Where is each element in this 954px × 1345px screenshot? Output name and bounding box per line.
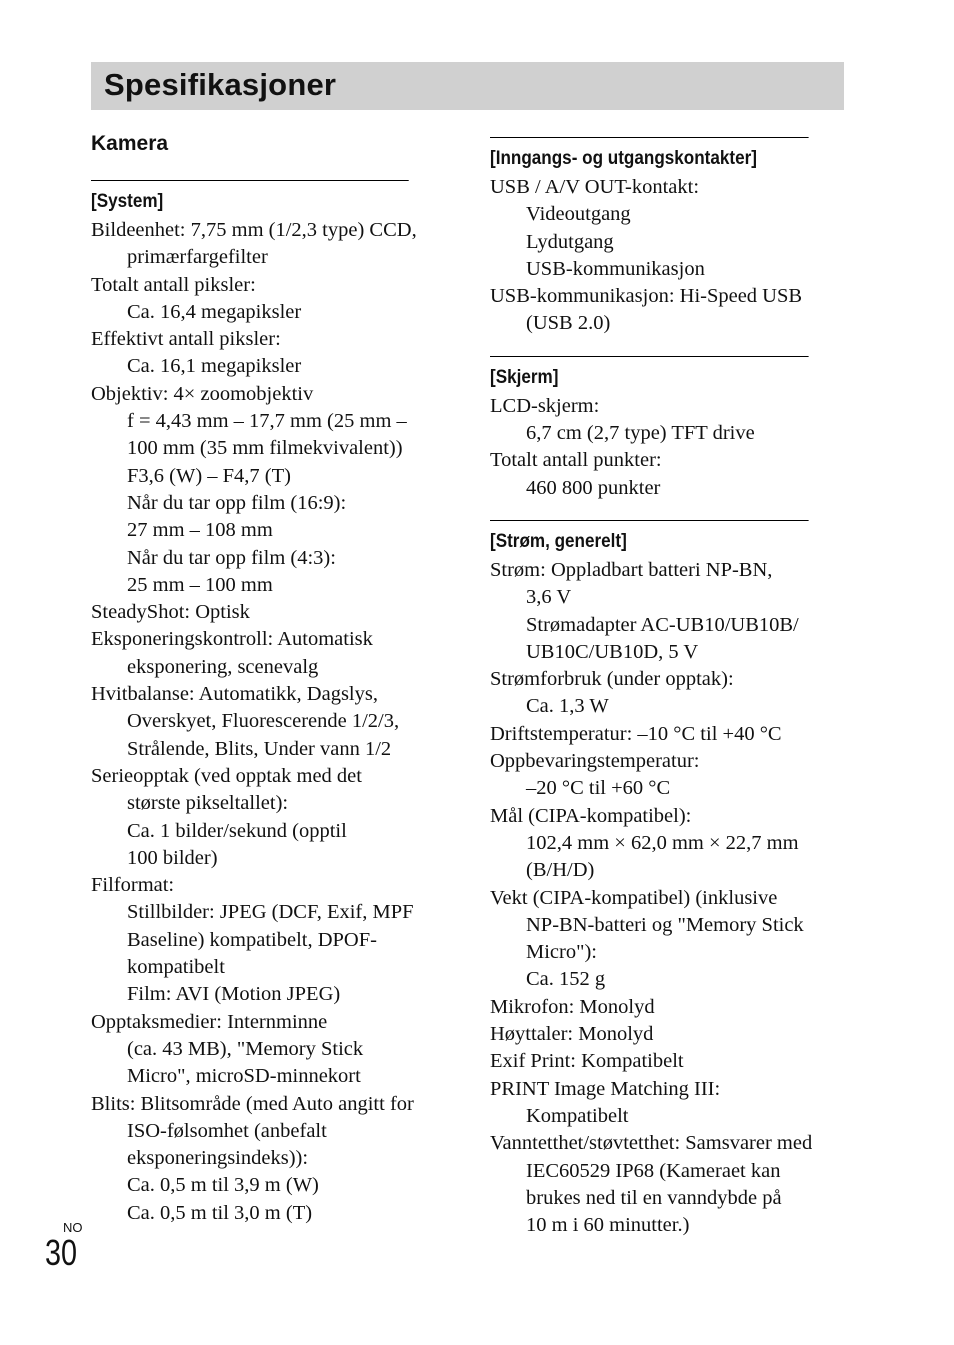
spec-line-continuation: eksponering, scenevalg [127,655,319,678]
spec-line: Oppbevaringstemperatur: [490,750,700,773]
spec-line-continuation: Strålende, Blits, Under vann 1/2 [127,737,392,760]
spec-line-continuation: Micro"): [526,941,597,964]
spec-line: PRINT Image Matching III: [490,1077,721,1100]
spec-line-continuation: Ca. 0,5 m til 3,9 m (W) [127,1174,319,1197]
spec-list-power [490,557,844,1239]
spec-line-continuation: Videoutgang [526,203,631,226]
spec-line-continuation: brukes ned til en vanndybde på [526,1186,782,1209]
spec-line-continuation: Lydutgang [526,230,614,253]
spec-line-continuation: Ca. 152 g [526,968,606,991]
spec-line-continuation: Ca. 16,4 megapiksler [127,300,302,323]
subheading-screen: [Skjerm] [490,356,809,393]
spec-line: Opptaksmedier: Internminne [91,1010,328,1033]
spec-line-continuation: største pikseltallet): [127,792,289,815]
spec-line: Totalt antall punkter: [490,449,662,472]
spec-line-continuation: kompatibelt [127,956,225,979]
right-column [490,137,844,1239]
spec-line-continuation: 100 mm (35 mm filmekvivalent)) [127,437,403,460]
spec-line: Totalt antall piksler: [91,273,256,296]
spec-line-continuation: Strømadapter AC-UB10/UB10B/ [526,613,799,636]
spec-line-continuation: Baseline) kompatibelt, DPOF- [127,928,377,951]
spec-line: Serieopptak (ved opptak med det [91,764,362,787]
subheading-power: [Strøm, generelt] [490,520,809,557]
spec-line-continuation: USB-kommunikasjon [526,257,705,280]
page-number: 30 [45,1232,78,1273]
spec-line: Mikrofon: Monolyd [490,995,655,1018]
spec-line-continuation: Film: AVI (Motion JPEG) [127,983,341,1006]
spec-line-continuation: 6,7 cm (2,7 type) TFT drive [526,422,755,445]
spec-line: SteadyShot: Optisk [91,601,250,624]
spec-line-continuation: Overskyet, Fluorescerende 1/2/3, [127,710,400,733]
spec-list-system [91,217,444,1227]
spec-line: LCD-skjerm: [490,394,600,417]
spec-line-continuation: NP-BN-batteri og "Memory Stick [526,913,804,936]
spec-line-continuation: UB10C/UB10D, 5 V [526,640,699,663]
page-language-code: NO [63,1220,83,1235]
page-title: Spesifikasjoner [104,67,337,102]
spec-line-continuation: 102,4 mm × 62,0 mm × 22,7 mm [526,831,799,854]
spec-line: Hvitbalanse: Automatikk, Dagslys, [91,683,378,706]
spec-line-continuation: Stillbilder: JPEG (DCF, Exif, MPF [127,901,414,924]
spec-line-continuation: (B/H/D) [526,859,595,882]
spec-list-screen [490,393,844,502]
spec-line-continuation: –20 °C til +60 °C [526,777,671,800]
spec-line: Vekt (CIPA-kompatibel) (inklusive [490,886,778,909]
spec-line: Blits: Blitsområde (med Auto angitt for [91,1092,414,1115]
spec-line-continuation: Når du tar opp film (16:9): [127,491,347,514]
spec-line-continuation: f = 4,43 mm – 17,7 mm (25 mm – [127,410,407,433]
spec-line-continuation: 10 m i 60 minutter.) [526,1214,690,1237]
spec-line-continuation: Når du tar opp film (4:3): [127,546,336,569]
spec-line-continuation: 27 mm – 108 mm [127,519,273,542]
spec-list-io [490,174,844,338]
spec-line: USB-kommunikasjon: Hi-Speed USB [490,285,803,308]
spec-line-continuation: (USB 2.0) [526,312,611,335]
spec-line-continuation: Ca. 1 bilder/sekund (opptil [127,819,347,842]
spec-line: Filformat: [91,874,175,897]
spec-line: Strømforbruk (under opptak): [490,668,734,691]
spec-line-continuation: 460 800 punkter [526,476,661,499]
section-heading-camera: Kamera [91,132,169,155]
subheading-io: [Inngangs- og utgangskontakter] [490,137,809,174]
spec-line: Bildeenhet: 7,75 mm (1/2,3 type) CCD, [91,219,417,241]
spec-line-continuation: Ca. 16,1 megapiksler [127,355,302,378]
spec-line-continuation: eksponeringsindeks)): [127,1147,309,1170]
title-bar [91,62,844,110]
spec-line-continuation: IEC60529 IP68 (Kameraet kan [526,1159,781,1182]
spec-line-continuation: primærfargefilter [127,246,268,269]
spec-line: Objektiv: 4× zoomobjektiv [91,382,314,405]
spec-line-continuation: ISO-følsomhet (anbefalt [127,1119,327,1142]
spec-line-continuation: 100 bilder) [127,846,218,869]
spec-line-continuation: Kompatibelt [526,1104,629,1127]
spec-line: Høyttaler: Monolyd [490,1023,654,1046]
spec-line: USB / A/V OUT-kontakt: [490,176,700,198]
spec-line: Strøm: Oppladbart batteri NP-BN, [490,558,773,581]
spec-line-continuation: Ca. 0,5 m til 3,0 m (T) [127,1201,313,1224]
spec-line: Eksponeringskontroll: Automatisk [91,628,373,651]
spec-line-continuation: Ca. 1,3 W [526,695,609,718]
spec-line: Vanntetthet/støvtetthet: Samsvarer med [490,1132,813,1155]
left-column [91,128,444,1227]
spec-line: Effektivt antall piksler: [91,328,281,351]
subheading-system: [System] [91,180,409,217]
spec-line-continuation: F3,6 (W) – F4,7 (T) [127,464,291,487]
spec-line-continuation: (ca. 43 MB), "Memory Stick [127,1037,364,1060]
spec-line-continuation: 25 mm – 100 mm [127,573,273,596]
spec-line: Mål (CIPA-kompatibel): [490,804,692,827]
spec-line: Exif Print: Kompatibelt [490,1050,684,1073]
spec-line-continuation: 3,6 V [526,586,572,609]
spec-line: Driftstemperatur: –10 °C til +40 °C [490,722,782,745]
spec-line-continuation: Micro", microSD-minnekort [127,1065,361,1088]
